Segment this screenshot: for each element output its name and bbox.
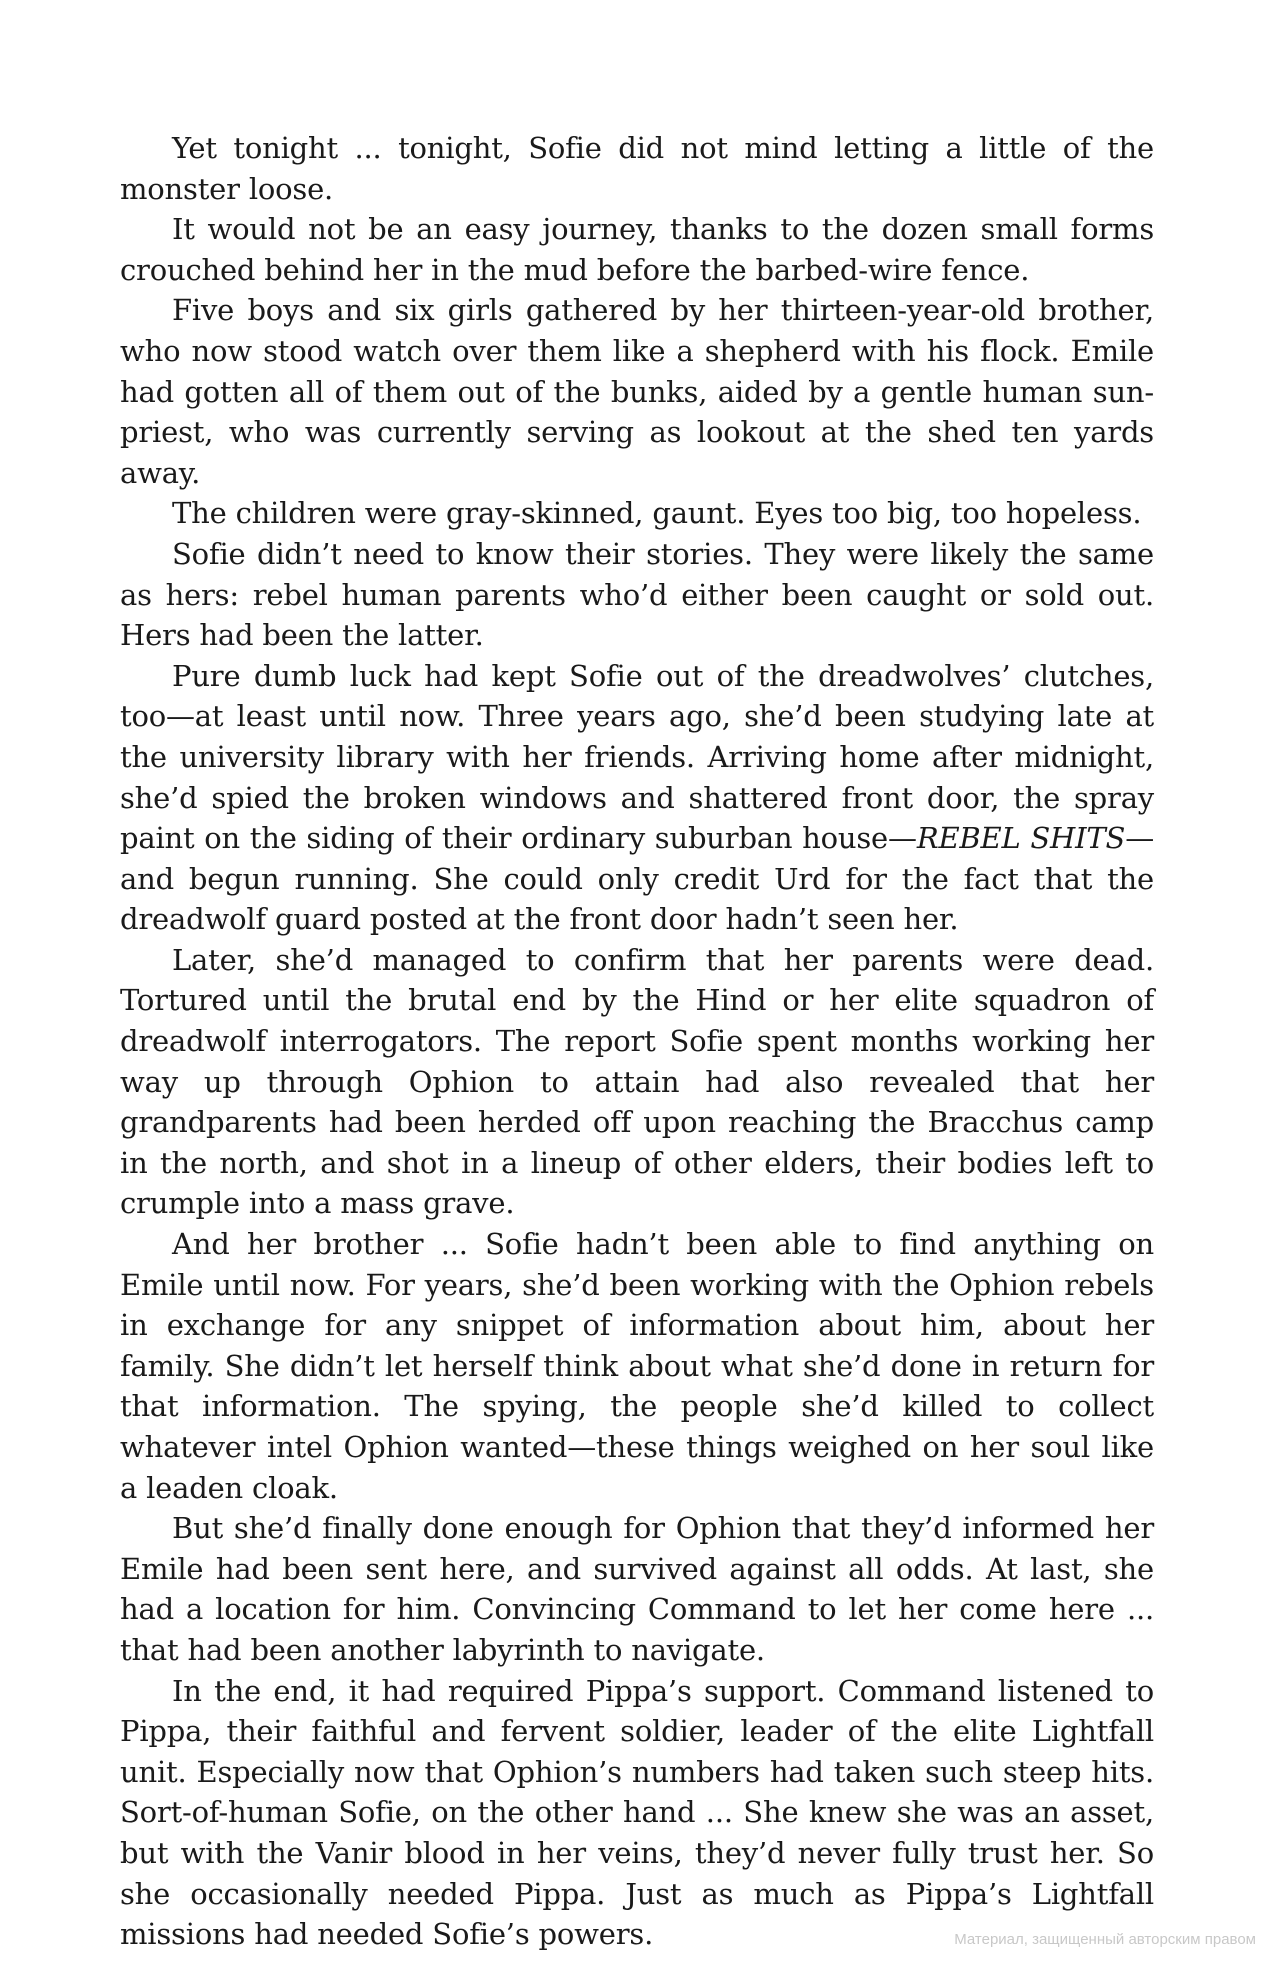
book-page-text <box>120 128 1154 1955</box>
paragraph-text: —and begun running. She could only credit Urd for the fact that the dreadwolf guard posted at the front door hadn’t seen her. <box>120 821 1154 937</box>
paragraph: But she’d finally done enough for Ophion that they’d informed her Emile had been sent here, and survived against all odds. At last, she had a location for him. Convincing Command to let her come here ... that had been another labyrinth to navigate. <box>120 1511 1154 1667</box>
paragraph: Five boys and six girls gathered by her thirteen-year-old brother, who now stood watch over them like a shepherd with his flock. Emile had gotten all of them out of the bunks, aided by a gentle human sun-priest, who was currently serving as lookout at the shed ten yards away. <box>120 293 1154 490</box>
paragraph: In the end, it had required Pippa’s support. Command listened to Pippa, their faithful and fervent soldier, leader of the elite Lightfall unit. Especially now that Ophion’s numbers had taken such steep hits. Sort-of-human Sofie, on the other hand ... She knew she was an asset, but with the Vanir blood in her veins, they’d never fully trust her. So she occasionally needed Pippa. Just as much as Pippa’s Lightfall missions had needed Sofie’s powers. <box>120 1673 1154 1952</box>
copyright-watermark: Материал, защищенный авторским правом <box>954 1931 1256 1948</box>
paragraph: Yet tonight ... tonight, Sofie did not mind letting a little of the monster loose. <box>120 131 1154 206</box>
paragraph: It would not be an easy journey, thanks to the dozen small forms crouched behind her in the mud before the barbed-wire fence. <box>120 212 1154 287</box>
paragraph: The children were gray-skinned, gaunt. Eyes too big, too hopeless. <box>172 496 1142 531</box>
paragraph: And her brother ... Sofie hadn’t been able to find anything on Emile until now. For years, she’d been working with the Ophion rebels in exchange for any snippet of information about him, about her family. She didn’t let herself think about what she’d done in return for that information. The spying, the people she’d killed to collect whatever intel Ophion wanted—these things weighed on her soul like a leaden cloak. <box>120 1227 1154 1505</box>
paragraph: Later, she’d managed to confirm that her parents were dead. Tortured until the brutal end by the Hind or her elite squadron of dreadwolf interrogators. The report Sofie spent months working her way up through Ophion to attain had also revealed that her grandparents had been herded off upon reaching the Bracchus camp in the north, and shot in a lineup of other elders, their bodies left to crumple into a mass grave. <box>120 942 1154 1221</box>
paragraph <box>120 656 1154 940</box>
paragraph: Sofie didn’t need to know their stories. They were likely the same as hers: rebel human parents who’d either been caught or sold out. Hers had been the latter. <box>120 536 1154 653</box>
emphasized-text: REBEL SHITS <box>916 821 1126 856</box>
paragraph-text: Pure dumb luck had kept Sofie out of the dreadwolves’ clutches, too—at least until now. Three years ago, she’d been studying late at the university library with her friends. Arriving home after midnight, she’d spied the broken windows and shattered front door, the spray paint on the siding of their ordinary suburban house— <box>120 658 1154 856</box>
